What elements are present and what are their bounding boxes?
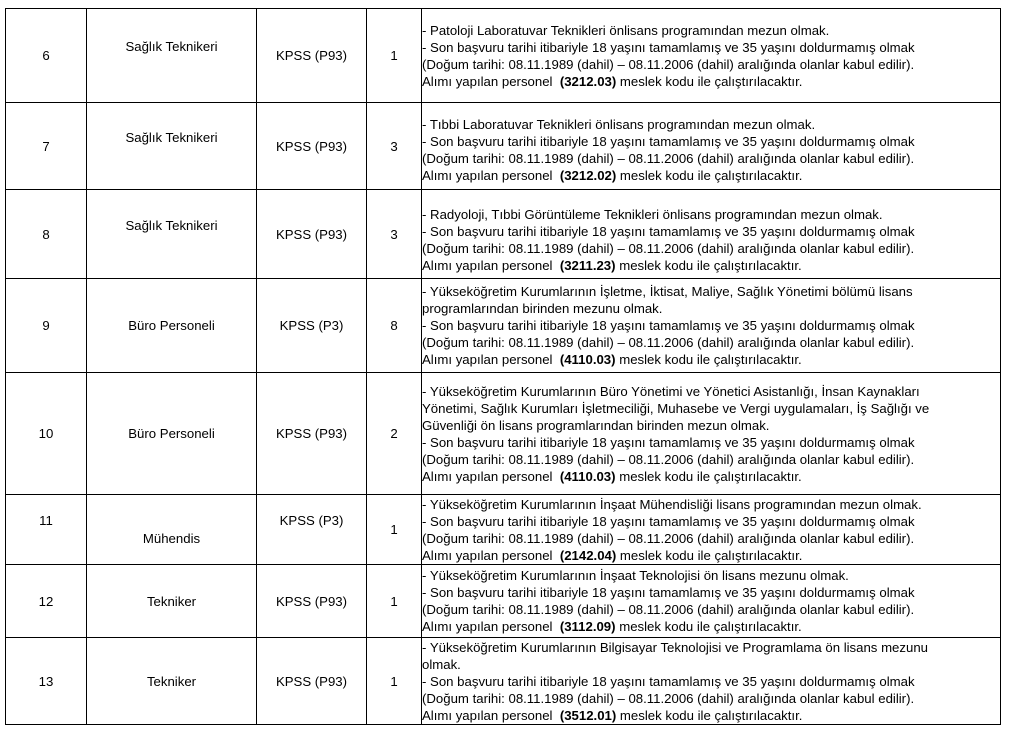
row-number-text: 8 <box>42 226 50 242</box>
occupation-code-suffix: meslek kodu ile çalıştırılacaktır. <box>616 73 803 89</box>
requirement-line: - Yükseköğretim Kurumlarının İşletme, İktisat, Maliye, Sağlık Yönetimi bölümü lisans <box>422 284 913 299</box>
position-title <box>87 9 257 103</box>
requirement-line: - Son başvuru tarihi itibariyle 18 yaşını tamamlamış ve 35 yaşını doldurmamış olmak <box>422 134 915 149</box>
position-count-text: 2 <box>390 426 398 441</box>
exam-type-text: KPSS (P93) <box>275 426 348 441</box>
occupation-code-prefix: Alımı yapılan personel <box>422 73 560 89</box>
row-number-text: 11 <box>39 513 53 528</box>
position-count <box>367 373 422 495</box>
requirement-line: programlarından birinden mezunu olmak. <box>422 301 663 316</box>
occupation-code-prefix: Alımı yapılan personel <box>422 352 560 367</box>
requirement-line: Güvenliği ön lisans programlarından birinden mezun olmak. <box>422 417 770 433</box>
occupation-code-line <box>422 468 1000 485</box>
occupation-code-prefix: Alımı yapılan personel <box>422 468 560 484</box>
requirement-line: - Patoloji Laboratuvar Teknikleri önlisans programından mezun olmak. <box>422 22 830 38</box>
exam-type <box>257 279 367 373</box>
occupation-code: (3112.09) <box>559 619 616 634</box>
exam-type <box>257 190 367 279</box>
requirement-line: Yönetimi, Sağlık Kurumları İşletmeciliği, Muhasebe ve Vergi uygulamaları, İş Sağlığı ve <box>422 400 930 416</box>
occupation-code: (3211.23) <box>559 258 616 273</box>
position-count-text: 3 <box>390 226 398 242</box>
row-number-text: 7 <box>42 138 50 154</box>
exam-type <box>257 638 367 725</box>
position-count <box>367 190 422 279</box>
position-count <box>367 9 422 103</box>
position-title-text: Sağlık Teknikeri <box>125 129 218 145</box>
occupation-code-prefix: Alımı yapılan personel <box>422 168 560 183</box>
occupation-code-prefix: Alımı yapılan personel <box>422 707 560 723</box>
position-count <box>367 279 422 373</box>
requirement-line: olmak. <box>422 656 461 672</box>
row-number-text: 10 <box>38 426 54 441</box>
position-count-text: 3 <box>390 138 398 154</box>
position-title <box>87 495 257 565</box>
row-number <box>6 373 87 495</box>
table-row <box>6 9 1001 103</box>
position-count <box>367 565 422 638</box>
occupation-code-line <box>422 73 1000 90</box>
position-title-text: Mühendis <box>142 531 201 546</box>
position-title-text: Büro Personeli <box>128 318 215 333</box>
table-row <box>6 565 1001 638</box>
occupation-code-suffix: meslek kodu ile çalıştırılacaktır. <box>616 547 803 563</box>
requirement-line: (Doğum tarihi: 08.11.1989 (dahil) – 08.11.2006 (dahil) aralığında olanlar kabul edilir). <box>422 151 915 166</box>
position-title-text: Tekniker <box>146 593 197 609</box>
exam-type-text: KPSS (P3) <box>279 318 344 333</box>
occupation-code-line <box>422 707 1000 724</box>
position-count-text: 1 <box>390 673 398 689</box>
table-row <box>6 103 1001 190</box>
requirement-line: - Yükseköğretim Kurumlarının Bilgisayar Teknolojisi ve Programlama ön lisans mezunu <box>422 639 928 655</box>
row-number-text: 6 <box>42 48 50 63</box>
requirement-line: (Doğum tarihi: 08.11.1989 (dahil) – 08.11.2006 (dahil) aralığında olanlar kabul edilir). <box>422 602 915 617</box>
row-number <box>6 9 87 103</box>
occupation-code-prefix: Alımı yapılan personel <box>422 547 560 563</box>
requirement-line: - Tıbbi Laboratuvar Teknikleri önlisans programından mezun olmak. <box>422 117 816 132</box>
position-count <box>367 103 422 190</box>
requirement-line: - Son başvuru tarihi itibariyle 18 yaşını tamamlamış ve 35 yaşını doldurmamış olmak <box>422 39 915 55</box>
position-count-text: 1 <box>390 593 398 609</box>
occupation-code-suffix: meslek kodu ile çalıştırılacaktır. <box>615 352 802 367</box>
occupation-code-suffix: meslek kodu ile çalıştırılacaktır. <box>615 258 802 273</box>
requirements <box>422 190 1001 279</box>
exam-type <box>257 103 367 190</box>
requirement-line: (Doğum tarihi: 08.11.1989 (dahil) – 08.11.2006 (dahil) aralığında olanlar kabul edilir). <box>422 241 915 256</box>
requirement-line: - Son başvuru tarihi itibariyle 18 yaşını tamamlamış ve 35 yaşını doldurmamış olmak <box>422 318 915 333</box>
requirement-line: - Son başvuru tarihi itibariyle 18 yaşını tamamlamış ve 35 yaşını doldurmamış olmak <box>422 513 915 529</box>
exam-type-text: KPSS (P93) <box>275 48 348 63</box>
occupation-code-prefix: Alımı yapılan personel <box>422 258 560 273</box>
row-number <box>6 495 87 565</box>
occupation-code: (2142.04) <box>559 547 617 563</box>
exam-type-text: KPSS (P3) <box>279 513 344 528</box>
requirement-line: - Yükseköğretim Kurumlarının İnşaat Teknolojisi ön lisans mezunu olmak. <box>422 568 849 583</box>
exam-type <box>257 373 367 495</box>
requirement-line: - Son başvuru tarihi itibariyle 18 yaşını tamamlamış ve 35 yaşını doldurmamış olmak <box>422 224 915 239</box>
table-row <box>6 279 1001 373</box>
occupation-code: (4110.03) <box>559 468 616 484</box>
requirements <box>422 103 1001 190</box>
requirement-line: (Doğum tarihi: 08.11.1989 (dahil) – 08.11.2006 (dahil) aralığında olanlar kabul edilir). <box>422 451 915 467</box>
row-number-text: 9 <box>42 318 50 333</box>
requirements <box>422 9 1001 103</box>
exam-type-text: KPSS (P93) <box>275 593 348 609</box>
table-row <box>6 638 1001 725</box>
occupation-code-prefix: Alımı yapılan personel <box>422 619 560 634</box>
position-title <box>87 638 257 725</box>
row-number <box>6 565 87 638</box>
table-row <box>6 190 1001 279</box>
occupation-code: (3512.01) <box>559 707 617 723</box>
table-row <box>6 373 1001 495</box>
occupation-code: (3212.03) <box>559 73 617 89</box>
position-title-text: Büro Personeli <box>128 426 215 441</box>
occupation-code: (3212.02) <box>559 168 617 183</box>
occupation-code-line <box>422 547 1000 564</box>
exam-type-text: KPSS (P93) <box>275 673 348 689</box>
requirement-line: - Son başvuru tarihi itibariyle 18 yaşını tamamlamış ve 35 yaşını doldurmamış olmak <box>422 434 915 450</box>
table-row <box>6 495 1001 565</box>
position-title-text: Tekniker <box>146 673 197 689</box>
occupation-code: (4110.03) <box>559 352 616 367</box>
position-title <box>87 190 257 279</box>
requirements <box>422 638 1001 725</box>
requirement-line: - Son başvuru tarihi itibariyle 18 yaşını tamamlamış ve 35 yaşını doldurmamış olmak <box>422 673 915 689</box>
requirement-line: (Doğum tarihi: 08.11.1989 (dahil) – 08.11.2006 (dahil) aralığında olanlar kabul edilir). <box>422 690 915 706</box>
row-number <box>6 279 87 373</box>
row-number <box>6 638 87 725</box>
position-count <box>367 495 422 565</box>
position-title <box>87 565 257 638</box>
position-title-text: Sağlık Teknikeri <box>125 217 218 233</box>
position-count-text: 1 <box>390 48 398 63</box>
requirement-line: (Doğum tarihi: 08.11.1989 (dahil) – 08.11.2006 (dahil) aralığında olanlar kabul edilir). <box>422 335 915 350</box>
occupation-code-line <box>422 167 1000 184</box>
occupation-code-suffix: meslek kodu ile çalıştırılacaktır. <box>616 168 803 183</box>
occupation-code-line <box>422 257 1000 274</box>
requirements <box>422 565 1001 638</box>
exam-type <box>257 565 367 638</box>
exam-type-text: KPSS (P93) <box>275 138 348 154</box>
position-count-text: 1 <box>390 522 398 537</box>
positions-table-body <box>6 9 1001 725</box>
requirement-line: - Yükseköğretim Kurumlarının İnşaat Mühendisliği lisans programından mezun olmak. <box>422 496 922 512</box>
position-title <box>87 103 257 190</box>
row-number-text: 12 <box>38 593 54 609</box>
requirements <box>422 373 1001 495</box>
requirement-line: (Doğum tarihi: 08.11.1989 (dahil) – 08.11.2006 (dahil) aralığında olanlar kabul edilir). <box>422 56 915 72</box>
position-title <box>87 373 257 495</box>
requirements <box>422 279 1001 373</box>
row-number <box>6 190 87 279</box>
requirement-line: - Yükseköğretim Kurumlarının Büro Yönetimi ve Yönetici Asistanlığı, İnsan Kaynakları <box>422 383 920 399</box>
exam-type <box>257 495 367 565</box>
row-number <box>6 103 87 190</box>
position-title-text: Sağlık Teknikeri <box>125 39 218 54</box>
requirement-line: - Radyoloji, Tıbbi Görüntüleme Teknikleri önlisans programından mezun olmak. <box>422 207 883 222</box>
requirements <box>422 495 1001 565</box>
occupation-code-suffix: meslek kodu ile çalıştırılacaktır. <box>615 619 802 634</box>
occupation-code-suffix: meslek kodu ile çalıştırılacaktır. <box>616 707 803 723</box>
requirement-line: - Son başvuru tarihi itibariyle 18 yaşını tamamlamış ve 35 yaşını doldurmamış olmak <box>422 585 915 600</box>
occupation-code-line <box>422 618 1000 635</box>
row-number-text: 13 <box>38 673 54 689</box>
requirement-line: (Doğum tarihi: 08.11.1989 (dahil) – 08.11.2006 (dahil) aralığında olanlar kabul edilir). <box>422 530 915 546</box>
position-title <box>87 279 257 373</box>
occupation-code-suffix: meslek kodu ile çalıştırılacaktır. <box>615 468 802 484</box>
exam-type-text: KPSS (P93) <box>275 226 348 242</box>
exam-type <box>257 9 367 103</box>
position-count <box>367 638 422 725</box>
occupation-code-line <box>422 351 1000 368</box>
position-count-text: 8 <box>390 318 398 333</box>
positions-table <box>5 8 1001 725</box>
